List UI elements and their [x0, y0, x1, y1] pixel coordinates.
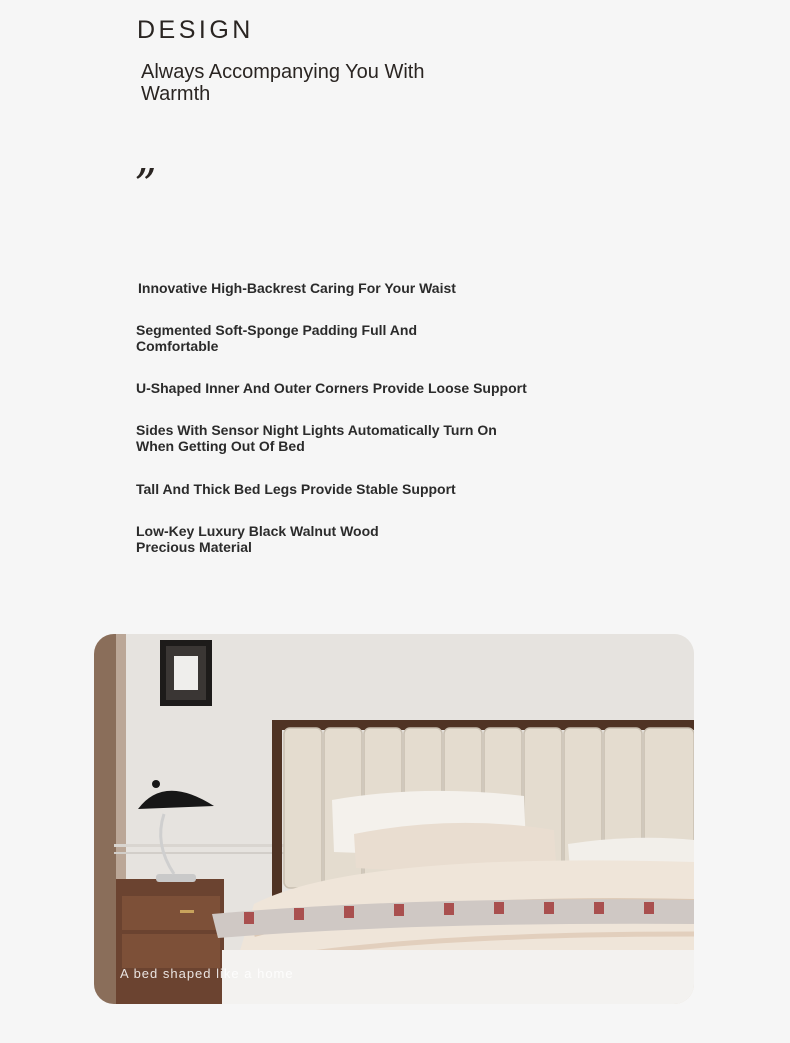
quote-mark-icon: ” — [134, 160, 159, 211]
feature-item: Segmented Soft-Sponge Padding Full And Comfortable — [136, 322, 418, 354]
feature-item: Tall And Thick Bed Legs Provide Stable Support — [136, 481, 456, 497]
design-heading: DESIGN — [137, 16, 254, 44]
feature-item: Sides With Sensor Night Lights Automatically Turn On When Getting Out Of Bed — [136, 422, 497, 454]
design-subtitle: Always Accompanying You With Warmth — [141, 61, 425, 105]
bed-illustration — [94, 634, 694, 1004]
feature-item: Innovative High-Backrest Caring For Your Waist — [138, 280, 456, 296]
feature-item: U-Shaped Inner And Outer Corners Provide Loose Support — [136, 380, 527, 396]
photo-caption: A bed shaped like a home — [120, 966, 294, 981]
feature-item: Low-Key Luxury Black Walnut Wood Precious Material — [136, 523, 379, 555]
bed-photo — [94, 634, 694, 1004]
